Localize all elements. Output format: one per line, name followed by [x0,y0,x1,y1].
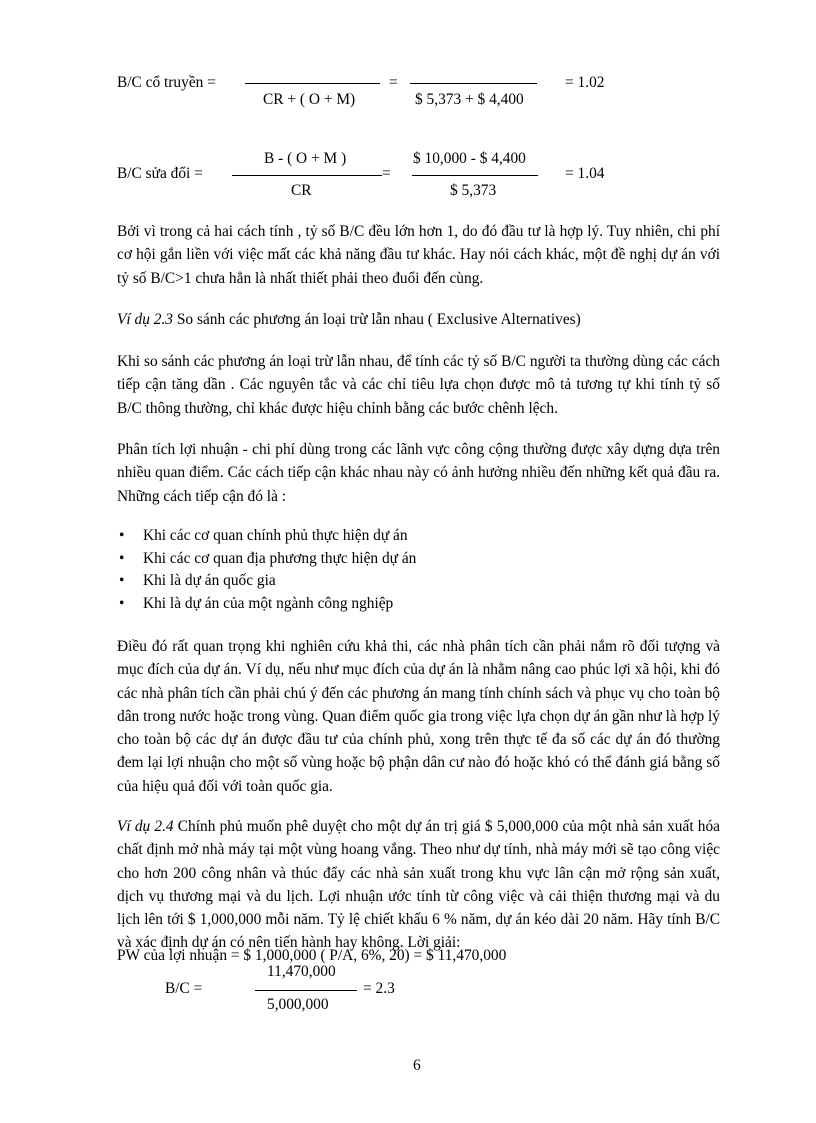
example-2-4-text: Chính phủ muốn phê duyệt cho một dự án trị giá $ 5,000,000 của một nhà sản xuất hóa chất định mở nhà máy tại một vùng hoang vắng. Theo như dự tính, nhà máy mới sẽ tạo công việc cho hơn 200 công nhân và thúc đẩy các nhà sản xuất trong khu vực lân cận mở rộng sản xuất, dịch vụ thương mại và du lịch. Lợi nhuận ước tính từ công việc và cải thiện thương mại và du lịch lên tới $ 1,000,000 mỗi năm. Tỷ lệ chiết khấu 6 % năm, dự án kéo dài 20 năm. Hãy tính B/C và xác định dự án có nên tiến hành hay không. Lời giải: [117,818,720,952]
list-item: • Khi là dự án quốc gia [117,570,416,593]
formula1-equals: = [389,74,398,91]
paragraph-approaches: Phân tích lợi nhuận - chi phí dùng trong các lãnh vực công cộng thường được xây dựng dựa trên nhiều quan điểm. Các cách tiếp cận khác nhau này có ảnh hưởng nhiều đến những kết quả đầu ra. Những cách tiếp cận đó là : [117,441,720,505]
formula2-numerator-left: B - ( O + M ) [264,150,347,167]
formula2-fraction-bar-right [412,175,538,176]
paragraph-importance: Điều đó rất quan trọng khi nghiên cứu khả thi, các nhà phân tích cần phải nắm rõ đối tượng và mục đích của dự án. Ví dụ, nếu như mục đích của dự án là nhằm nâng cao phúc lợi xã hội, khi đó các nhà phân tích cần phải chú ý đến các phương án mang tính chính sách và phục vụ cho toàn bộ dân trong nước hoặc trong vùng. Quan điểm quốc gia trong việc lựa chọn dự án gần như là hợp lý cho toàn bộ các dự án được đầu tư của chính phủ, xong trên thực tế đa số các dự án đó thường đem lại lợi nhuận cho một số vùng hoặc bộ phận dân cư nào đó hoặc khó có thể đánh giá bằng số của hiệu quả đối với toàn quốc gia. [117,638,720,795]
formula3-result: = 2.3 [363,980,395,997]
formula1-denominator-right: $ 5,373 + $ 4,400 [415,91,524,108]
formula2-denominator-left: CR [291,182,312,199]
approaches-list [117,525,416,615]
list-item: • Khi các cơ quan địa phương thực hiện dự án [117,548,416,571]
formula2-equals: = [382,165,391,182]
paragraph-bc-explanation: Bởi vì trong cả hai cách tính , tỷ số B/C đều lớn hơn 1, do đó đầu tư là hợp lý. Tuy nhiên, chi phí cơ hội gắn liền với việc mất các khả năng đầu tư khác. Hay nói cách khác, một đề nghị dự án với tỷ số B/C>1 chưa hẳn là nhất thiết phải theo đuổi đến cùng. [117,223,720,287]
formula3-fraction-bar [255,990,357,991]
formula3-denominator: 5,000,000 [267,996,329,1013]
formula3-numerator: 11,470,000 [267,963,336,980]
formula2-denominator-right: $ 5,373 [450,182,497,199]
formula1-fraction-bar-left [245,83,380,84]
formula1-result: = 1.02 [565,74,605,91]
example-2-4-label: Ví dụ 2.4 [117,818,174,835]
page-number: 6 [413,1057,421,1074]
formula2-result: = 1.04 [565,165,605,182]
example-2-3-heading [117,308,720,331]
example-2-4-paragraph [117,815,720,955]
formula1-fraction-bar-right [410,83,537,84]
paragraph-exclusive-alternatives: Khi so sánh các phương án loại trừ lẫn nhau, để tính các tỷ số B/C người ta thường dùng các cách tiếp cận tăng dần . Các nguyên tắc và các chỉ tiêu lựa chọn được mô tả tương tự khi tính tỷ số B/C thông thường, chỉ khác được hiệu chỉnh bằng các bước chênh lệch. [117,353,720,417]
formula2-numerator-right: $ 10,000 - $ 4,400 [413,150,526,167]
pw-line: PW của lợi nhuận = $ 1,000,000 ( P/A, 6%, 20) = $ 11,470,000 [117,947,507,964]
example-2-3-title: So sánh các phương án loại trừ lẫn nhau ( Exclusive Alternatives) [173,311,581,328]
formula1-label: B/C cổ truyền = [117,74,216,91]
formula2-fraction-bar-left [232,175,382,176]
formula2-label: B/C sửa đổi = [117,165,203,182]
formula3-label: B/C = [165,980,203,997]
example-2-3-label: Ví dụ 2.3 [117,311,174,328]
list-item: • Khi là dự án của một ngành công nghiệp [117,593,416,616]
list-item: • Khi các cơ quan chính phủ thực hiện dự án [117,525,416,548]
formula1-denominator-left: CR + ( O + M) [263,91,356,108]
